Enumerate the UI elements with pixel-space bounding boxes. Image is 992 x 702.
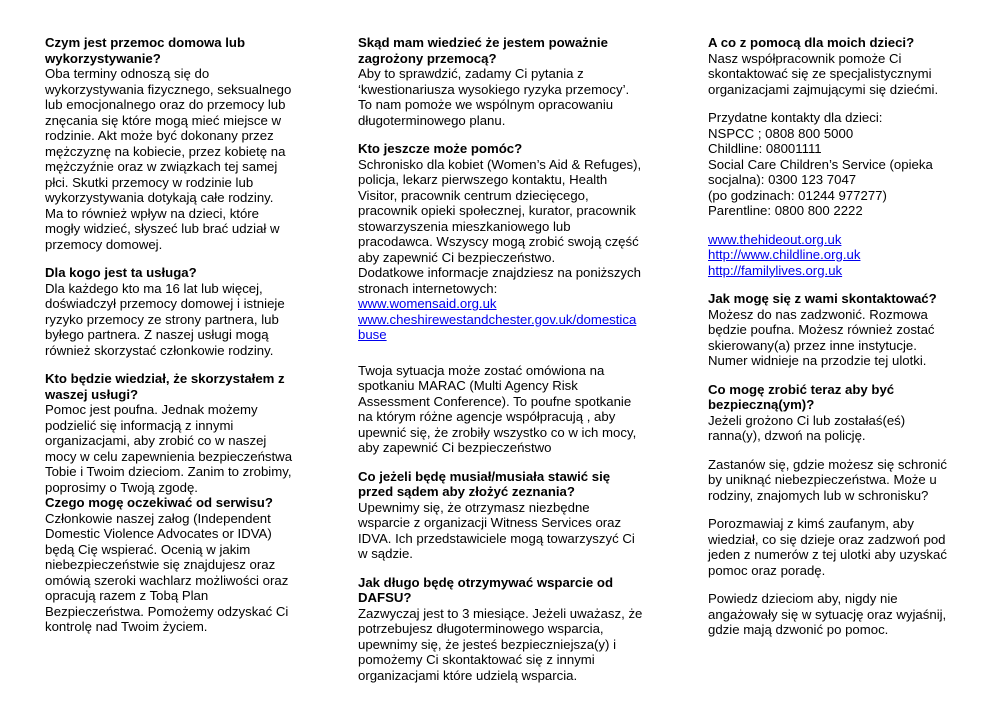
section-body: Oba terminy odnoszą się do wykorzystywania fizycznego, seksualnego lub emocjonalnego oraz do przemocy lub znęcania się które mogą mieć miejsce w rodzinie. Akt może być dokonany przez mężczyznę na kobiecie, przez kobietę na mężczyźnie oraz w związkach tej samej płci. Skutki przemocy w rodzinie lub wykorzystywania dotykają całe rodziny. Ma to również wpływ na dzieci, które mogły widzieć, słyszeć lub brać udział w przemocy domowej. [45,66,292,252]
section-am-i-at-risk [358,35,643,128]
paragraph-shelter [708,457,958,504]
section-body: Możesz do nas zadzwonić. Rozmowa będzie poufna. Możesz również zostać skierowany(a) przez inne instytucje. Numer widnieje na przodzie tej ulotki. [708,306,935,368]
link-cheshire-domestic-abuse[interactable]: www.cheshirewestandchester.gov.uk/domesticabuse [358,311,637,342]
paragraph-tell-children [708,591,958,638]
section-heading: Jak długo będę otrzymywać wsparcie od DAFSU? [358,574,614,605]
column-right [708,35,958,651]
more-info-text: Dodatkowe informacje znajdziesz na poniższych stronach internetowych: [358,265,641,296]
column-left [45,35,295,648]
section-body: Pomoc jest poufna. Jednak możemy podzielić się informacją z innymi organizacjami, aby zrobić co w naszej mocy w celu zapewnienia bezpieczeństwa Tobie i Twoim dzieciom. Zanim to zrobimy, poprosimy o Twoją zgodę. [45,402,293,495]
section-heading: Kto będzie wiedział, że skorzystałem z waszej usługi? [45,371,285,402]
link-childline[interactable]: http://www.childline.org.uk [708,247,861,262]
section-heading: Dla kogo jest ta usługa? [45,265,197,280]
section-body: Twoja sytuacja może zostać omówiona na spotkaniu MARAC (Multi Agency Risk Assessment Conference). To poufne spotkanie na którym różne agencje współpracują , aby upewnić się, że zrobiły wszystko co w ich mocy, aby zapewnić Ci bezpieczeństwo [358,362,637,455]
section-how-to-contact [708,291,958,369]
section-what-is-abuse [45,35,295,252]
link-thehideout[interactable]: www.thehideout.org.uk [708,231,842,247]
section-support-duration [358,575,643,684]
section-stay-safe [708,382,958,444]
link-womensaid[interactable]: www.womensaid.org.uk [358,296,497,311]
contact-childline: Childline: 08001111 [708,141,822,156]
section-body: Nasz współpracownik pomoże Ci skontaktować się ze specjalistycznymi organizacjami zajmującymi się dziećmi. [708,50,939,97]
section-contacts [708,110,958,219]
contacts-title: Przydatne kontakty dla dzieci: [708,110,883,125]
section-who-is-service-for [45,265,295,358]
section-who-else-can-help [358,141,643,343]
contact-out-of-hours: (po godzinach: 01244 977277) [708,187,887,203]
section-heading: Kto jeszcze może pomóc? [358,141,523,156]
section-body: Zazwyczaj jest to 3 miesiące. Jeżeli uważasz, że potrzebujesz długoterminowego wsparcia, upewnimy się, że jesteś bezpieczniejsza(y) i pomożemy Ci skontaktować się z innymi organizacjami które udzielą wsparcia. [358,605,643,683]
contact-nspcc: NSPCC ; 0808 800 5000 [708,125,854,141]
paragraph-text: Powiedz dzieciom aby, nigdy nie angażowały się w sytuację oraz wyjaśnij, gdzie mają dzwonić po pomoc. [708,591,947,637]
section-body: Aby to sprawdzić, zadamy Ci pytania z ‘kwestionariusza wysokiego ryzyka przemocy’. To nam pomoże we wspólnym opracowaniu długoterminowego planu. [358,66,630,128]
section-heading: Skąd mam wiedzieć że jestem poważnie zagrożony przemocą? [358,35,608,66]
section-body: Dla każdego kto ma 16 lat lub więcej, doświadczył przemocy domowej i istnieje ryzyko przemocy ze strony partnera, lub byłego partnera. Z naszej usługi mogą również skorzystać członkowie rodziny. [45,280,285,358]
section-body: Schronisko dla kobiet (Women’s Aid & Refuges), policja, lekarz pierwszego kontaktu, Health Visitor, pracownik centrum dziecięcego, pracownik opieki społecznej, kurator, pracownik stowarzyszenia mieszkaniowego lub pracodawca. Wszyscy mogą zrobić swoją część aby zapewnić Ci bezpieczeństwo. [358,156,642,265]
contact-social-care: Social Care Children’s Service (opieka socjalna): 0300 123 7047 [708,156,933,187]
section-heading: Czym jest przemoc domowa lub wykorzystywanie? [45,35,246,66]
section-heading: A co z pomocą dla moich dzieci? [708,35,915,50]
section-heading: Jak mogę się z wami skontaktować? [708,291,937,306]
section-links [708,232,958,279]
section-what-to-expect [45,495,295,635]
section-court [358,469,643,562]
contact-parentline: Parentline: 0800 800 2222 [708,203,863,218]
column-middle [358,35,643,696]
paragraph-text: Zastanów się, gdzie możesz się schronić by uniknąć niebezpieczeństwa. Może u rodziny, znajomych lub w schronisku? [708,456,947,503]
section-body: Członkowie naszej załog (Independent Domestic Violence Advocates or IDVA) będą Cię wspierać. Ocenią w jakim niebezpieczeństwie się znajdujesz oraz omówią szeroki wachlarz możliwości oraz opracują razem z Tobą Plan Bezpieczeństwa. Pomożemy odzyskać Ci kontrolę nad Twoim życiem. [45,510,289,634]
section-who-will-know [45,371,295,495]
section-heading: Czego mogę oczekiwać od serwisu? [45,495,273,510]
section-heading: Co mogę zrobić teraz aby być bezpieczną(ym)? [708,381,895,412]
section-body: Jeżeli grożono Ci lub zostałaś(eś) ranna(y), dzwoń na policję. [708,412,906,443]
section-body: Upewnimy się, że otrzymasz niezbędne wsparcie z organizacji Witness Services oraz IDVA. Ich przedstawiciele mogą towarzyszyć Ci w sądzie. [358,499,635,561]
section-heading: Co jeżeli będę musiał/musiała stawić się przed sądem aby złożyć zeznania? [358,468,611,499]
paragraph-text: Porozmawiaj z kimś zaufanym, aby wiedział, co się dzieje oraz zadzwoń pod jeden z numerów z tej ulotki aby uzyskać pomoc oraz poradę. [708,516,947,578]
link-familylives[interactable]: http://familylives.org.uk [708,262,843,278]
section-marac [358,363,643,456]
paragraph-talk-to-someone [708,516,958,578]
section-help-for-children [708,35,958,97]
